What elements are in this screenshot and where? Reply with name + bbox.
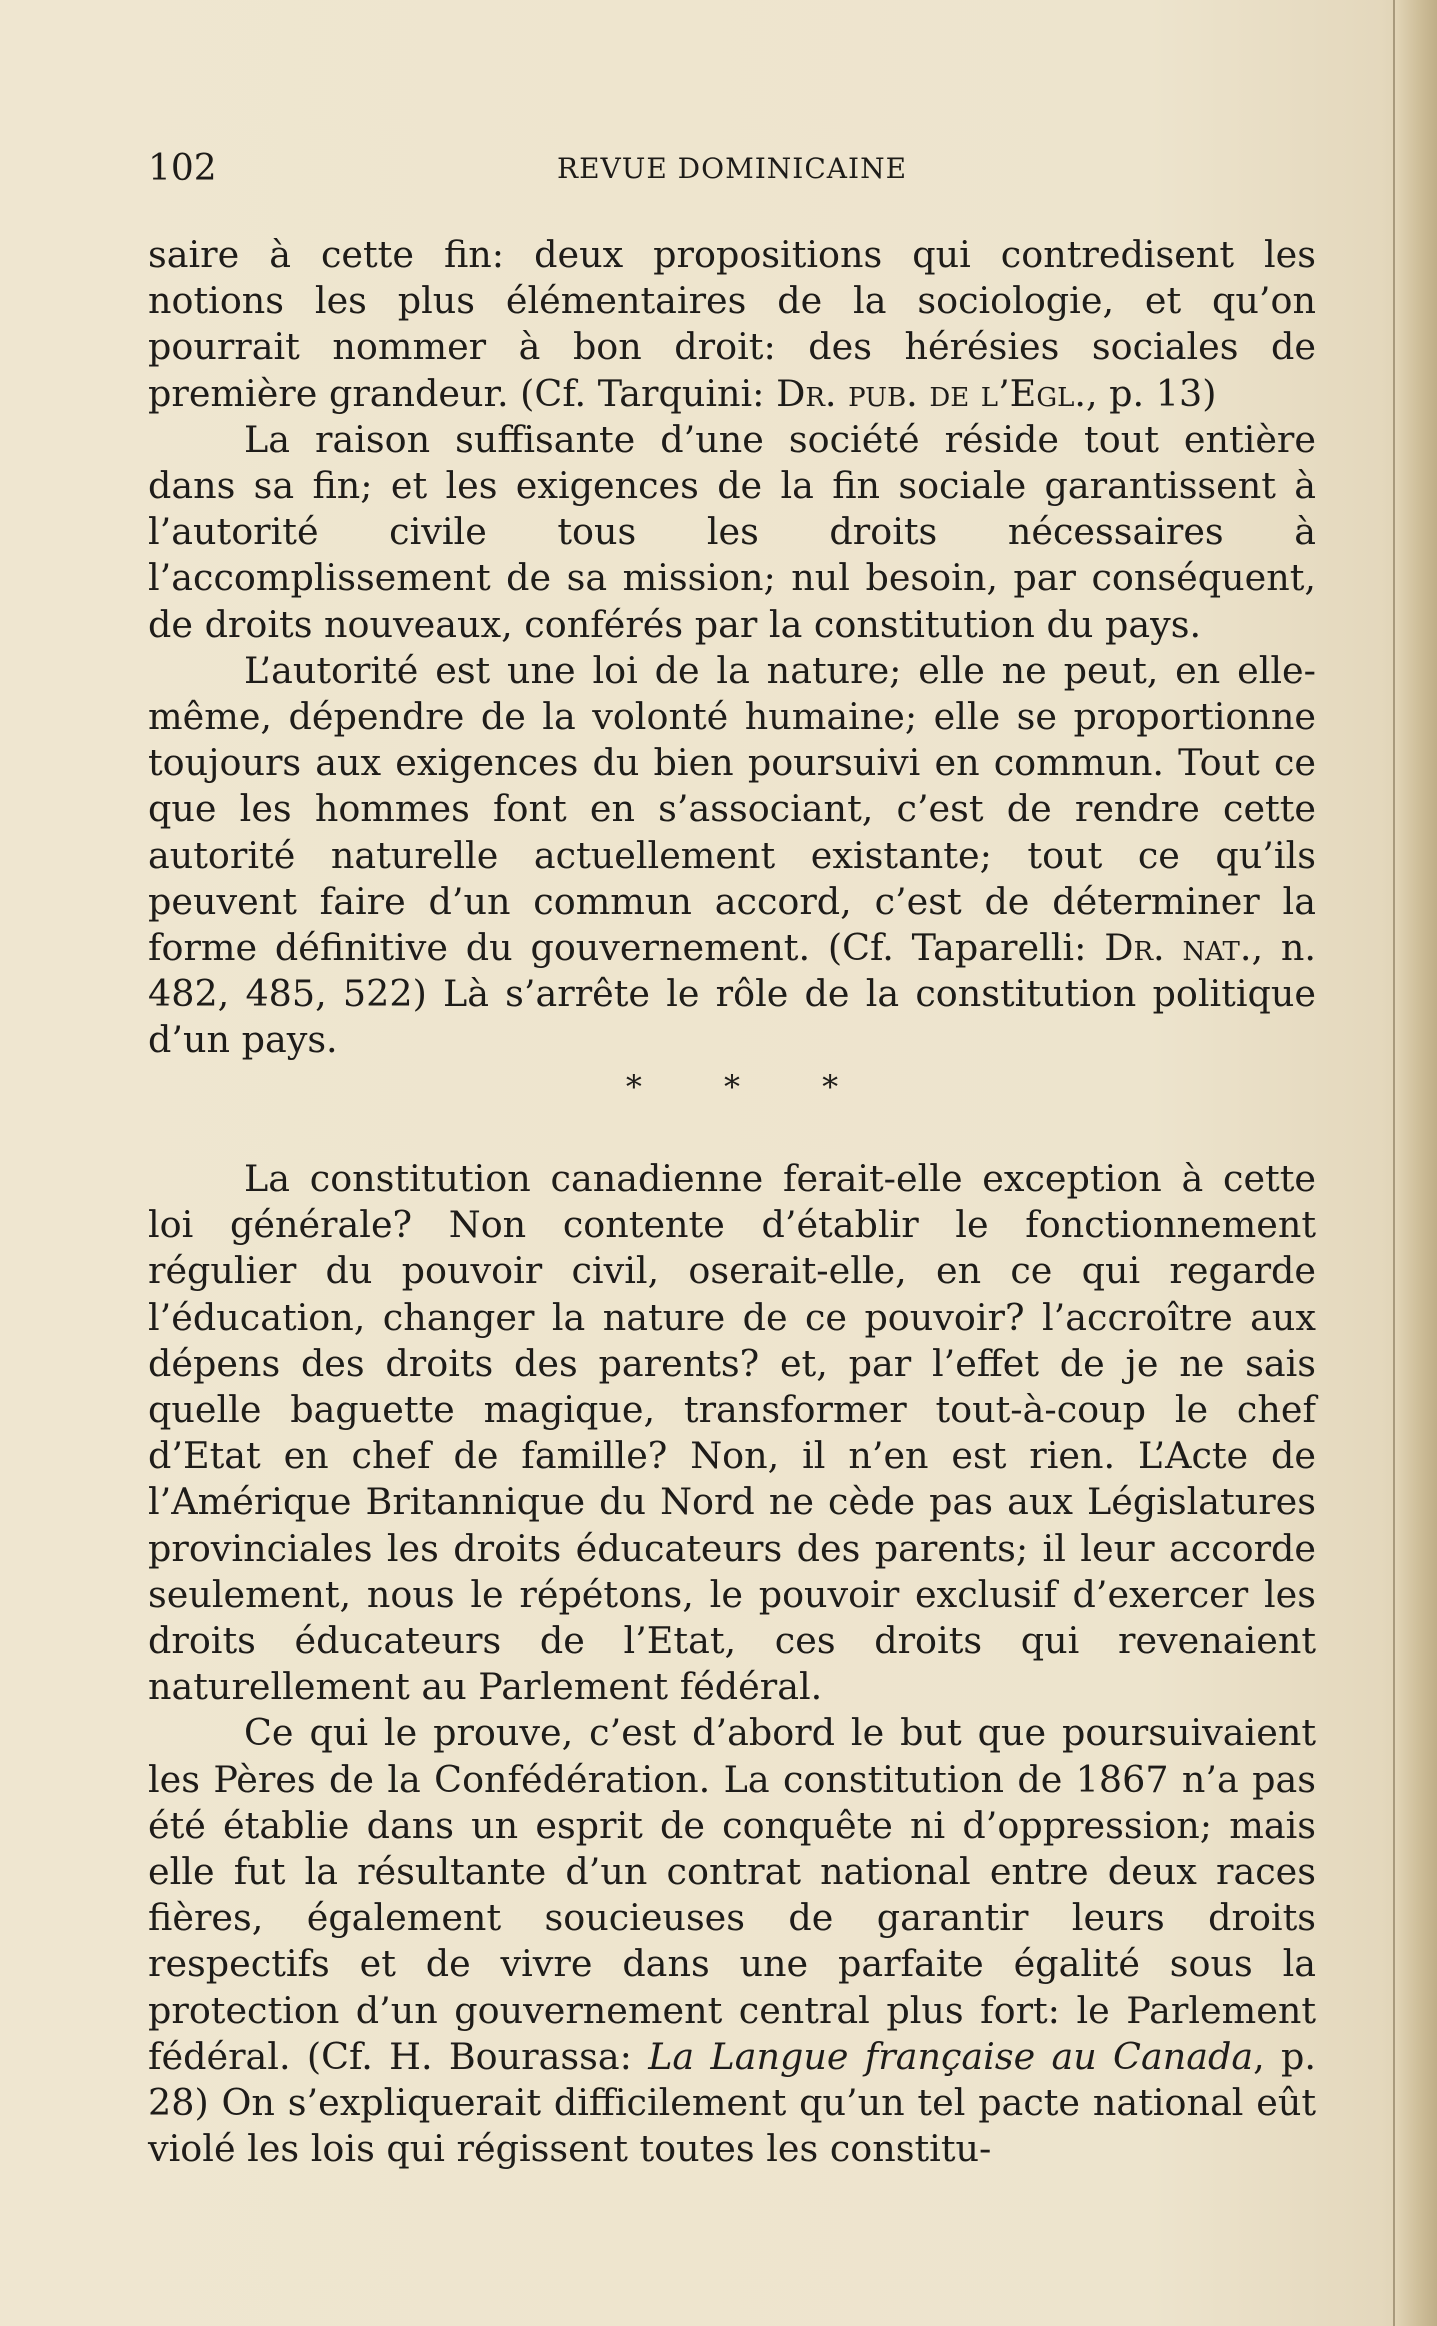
paragraph-3: L’autorité est une loi de la nature; elle ne peut, en elle-même, dépendre de la volonté humaine; elle se proportionne toujours aux exigences du bien poursuivi en commun. Tout ce que les hommes font en s’associant, c’est de rendre cette autorité naturelle actuellement existante; tout ce qu’ils peuvent faire d’un commun accord, c’est de déterminer la forme définitive du gouvernement. (Cf. Taparelli: Dr. nat., n. 482, 485, 522) Là s’arrête le rôle de la constitution politique d’un pays. bbox=[148, 648, 1317, 1062]
paragraph-1: saire à cette fin: deux propositions qui contredisent les notions les plus élémentaires de la sociologie, et qu’on pourrait nommer à bon droit: des hérésies sociales de première grandeur. (Cf. Tarquini: Dr. pub. de l’Egl., p. 13) bbox=[148, 233, 1316, 415]
book-title: La Langue française au Canada bbox=[648, 2034, 1254, 2078]
journal-title: REVUE DOMINICAINE bbox=[556, 152, 908, 185]
paragraph-5: Ce qui le prouve, c’est d’abord le but que poursuivaient les Pères de la Confédération. La constitution de 1867 n’a pas été établie dans un esprit de conquête ni d’oppression; mais elle fut la résultante d’un contrat national entre deux races fières, également soucieuses de garantir leurs droits respectifs et de vivre dans une parfaite égalité sous la protection d’un gouvernement central plus fort: le Parlement fédéral. (Cf. H. Bourassa: La Langue française au Canada, p. 28) On s’expliquerait difficilement qu’un tel pacte national eût violé les lois qui régissent toutes les constitu- bbox=[148, 1711, 1317, 2171]
section-gap bbox=[148, 1110, 1316, 1156]
page-edge bbox=[1393, 0, 1437, 2326]
running-head bbox=[148, 148, 1316, 198]
section-separator: * * * bbox=[625, 1067, 875, 1106]
paragraph-2: La raison suffisante d’une société réside tout entière dans sa fin; et les exigences de la fin sociale garantissent à l’autorité civile tous les droits nécessaires à l’accomplissement de sa mission; nul besoin, par conséquent, de droits nouveaux, conférés par la constitution du pays. bbox=[148, 417, 1316, 646]
reference-title: Dr. nat. bbox=[1104, 926, 1252, 970]
body-text bbox=[148, 232, 1316, 2173]
page-number: 102 bbox=[148, 148, 217, 189]
paragraph-4: La constitution canadienne ferait-elle exception à cette loi générale? Non contente d’établir le fonctionnement régulier du pouvoir civil, oserait-elle, en ce qui regarde l’éducation, changer la nature de ce pouvoir? l’accroître aux dépens des droits des parents? et, par l’effet de je ne sais quelle baguette magique, transformer tout-à-coup le chef d’Etat en chef de famille? Non, il n’en est rien. L’Acte de l’Amérique Britannique du Nord ne cède pas aux Législatures provinciales les droits éducateurs des parents; il leur accorde seulement, nous le répétons, le pouvoir exclusif d’exercer les droits éducateurs de l’Etat, ces droits qui revenaient naturellement au Parlement fédéral. bbox=[148, 1157, 1316, 1709]
reference-title: Dr. pub. de l’Egl. bbox=[776, 371, 1086, 415]
